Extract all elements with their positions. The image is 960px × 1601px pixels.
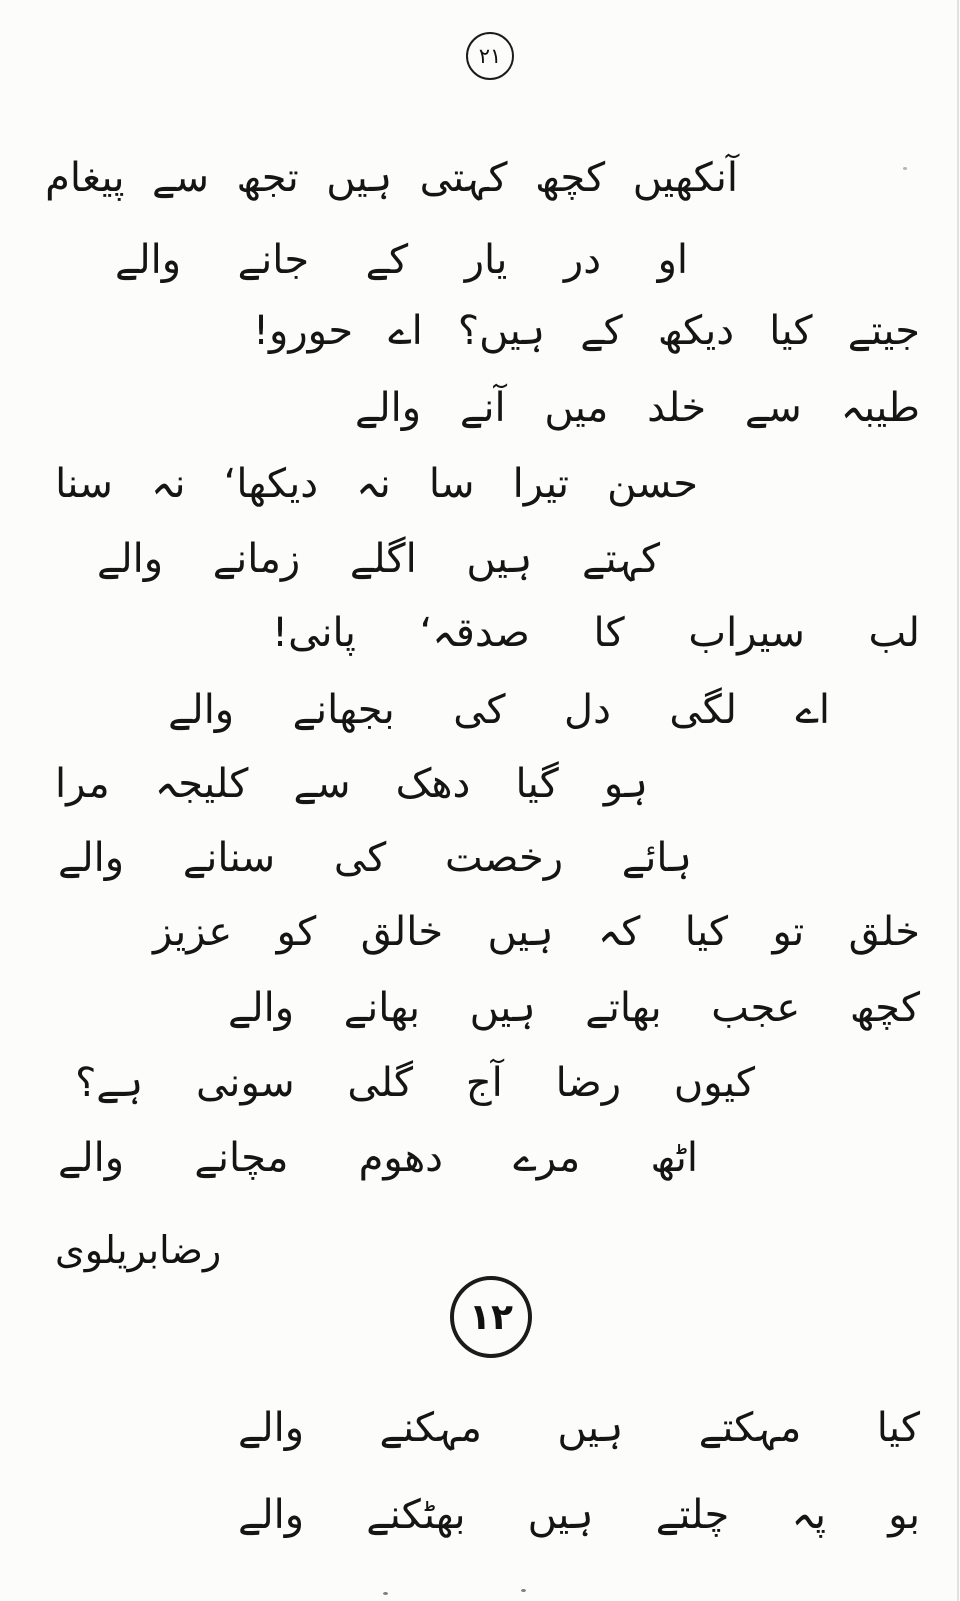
verse-word: ہیں <box>469 985 536 1031</box>
verse-word: مہکتے <box>698 1405 802 1451</box>
verse-word: او <box>657 237 688 283</box>
poem1-line-3 <box>253 303 920 359</box>
verse-word: والے <box>238 1492 305 1538</box>
verse-word: ہے؟ <box>75 1060 144 1106</box>
verse-word: ہائے <box>621 835 692 881</box>
poem1-line-9 <box>55 756 648 812</box>
verse-word: سا <box>428 461 475 507</box>
poem1-line-2 <box>115 232 688 288</box>
verse-word: کا <box>593 610 625 656</box>
verse-word: کے <box>365 237 409 283</box>
verse-word: نہ <box>356 461 391 507</box>
verse-word: صدقہ‘ <box>419 610 530 656</box>
verse-word: کو <box>276 909 317 955</box>
poem1-line-12 <box>228 980 920 1036</box>
poem1-line-1 <box>45 150 738 206</box>
verse-word: مچانے <box>194 1135 289 1181</box>
verse-word: دل <box>564 687 611 733</box>
verse-word: پانی! <box>272 610 356 656</box>
verse-word: ہیں <box>326 155 393 201</box>
verse-word: کی <box>333 835 387 881</box>
verse-word: عجب <box>711 985 801 1031</box>
verse-word: لگی <box>669 687 737 733</box>
verse-word: آنکھیں <box>632 155 738 201</box>
poem1-line-5 <box>55 456 698 512</box>
verse-word: آنے <box>459 385 506 431</box>
verse-word: سے <box>152 155 209 201</box>
verse-word: کیا <box>876 1405 920 1451</box>
verse-word: دھک <box>395 761 471 807</box>
verse-word: جیتے <box>847 308 920 354</box>
verse-word: والے <box>238 1405 305 1451</box>
verse-word: ہیں <box>487 909 554 955</box>
verse-word: لب <box>868 610 920 656</box>
verse-word: رضا <box>555 1060 622 1106</box>
verse-word: سے <box>744 385 802 431</box>
verse-word: سنا <box>55 461 113 507</box>
verse-word: سونی <box>195 1060 295 1106</box>
verse-word: مہکنے <box>379 1405 482 1451</box>
verse-word: تجھ <box>236 155 299 201</box>
poem1-line-13 <box>75 1055 755 1111</box>
poem2-line-2 <box>238 1487 920 1543</box>
verse-word: طیبہ <box>840 385 920 431</box>
verse-word: چلتے <box>655 1492 730 1538</box>
verse-word: عزیز <box>153 909 233 955</box>
verse-word: کچھ <box>849 985 920 1031</box>
verse-word: ہیں <box>557 1405 624 1451</box>
verse-word: سیراب <box>688 610 805 656</box>
page-number-circle: ۲۱ <box>466 32 514 80</box>
verse-word: پیغام <box>45 155 125 201</box>
verse-word: کیا <box>769 308 813 354</box>
verse-word: ہو <box>603 761 648 807</box>
verse-word: والے <box>97 536 164 582</box>
verse-word: اٹھ <box>650 1135 698 1181</box>
verse-word: مرے <box>513 1135 581 1181</box>
verse-word: دیکھا‘ <box>223 461 319 507</box>
verse-word: دیکھ <box>657 308 735 354</box>
verse-word: والے <box>115 237 182 283</box>
verse-word: آج <box>465 1060 503 1106</box>
verse-word: سے <box>293 761 351 807</box>
verse-word: نہ <box>150 461 186 507</box>
verse-word: یار <box>464 237 508 283</box>
verse-word: بھانے <box>343 985 421 1031</box>
verse-word: سنانے <box>182 835 276 881</box>
verse-word: والے <box>58 1135 125 1181</box>
poem1-line-11 <box>153 904 920 960</box>
verse-word: میں <box>544 385 609 431</box>
verse-word: زمانے <box>212 536 301 582</box>
verse-word: مرا <box>55 761 110 807</box>
verse-word: کہ <box>597 909 641 955</box>
poem2-line-1 <box>238 1400 920 1456</box>
verse-word: خلد <box>647 385 707 431</box>
scan-edge-shadow <box>957 0 959 1601</box>
verse-word: اگلے <box>349 536 417 582</box>
verse-word: رخصت <box>445 835 564 881</box>
verse-word: والے <box>168 687 235 733</box>
verse-word: کے <box>580 308 623 354</box>
verse-word: دھوم <box>358 1135 443 1181</box>
verse-word: حسن <box>607 461 698 507</box>
verse-word: بھاتے <box>585 985 662 1031</box>
verse-word: ہیں؟ <box>457 308 546 354</box>
verse-word: جانے <box>237 237 310 283</box>
poem1-line-8 <box>168 682 830 738</box>
scan-speck <box>383 1592 388 1595</box>
verse-word: کہتے <box>582 536 660 582</box>
poem1-line-6 <box>97 531 660 587</box>
scan-speck <box>521 1589 526 1592</box>
poem-number-circle: ۱۲ <box>450 1276 532 1358</box>
verse-word: ہیں <box>466 536 533 582</box>
verse-word: کیوں <box>673 1060 755 1106</box>
verse-word: اے <box>795 687 830 733</box>
scan-speck <box>903 167 907 170</box>
verse-word: خلق <box>848 909 920 955</box>
verse-word: گلی <box>347 1060 414 1106</box>
verse-word: حورو! <box>253 308 354 354</box>
verse-word: کیا <box>684 909 729 955</box>
verse-word: در <box>563 237 602 283</box>
verse-word: خالق <box>360 909 444 955</box>
verse-word: بو <box>888 1492 920 1538</box>
verse-word: کی <box>453 687 506 733</box>
verse-word: تیرا <box>512 461 570 507</box>
verse-word: ہیں <box>527 1492 594 1538</box>
verse-word: والے <box>58 835 125 881</box>
verse-word: بجھانے <box>292 687 395 733</box>
poem1-line-7 <box>272 605 920 661</box>
verse-word: والے <box>355 385 422 431</box>
verse-word: تو <box>772 909 805 955</box>
poem1-line-4 <box>355 380 920 436</box>
verse-word: پہ <box>791 1492 827 1538</box>
verse-word: بھٹکنے <box>366 1492 466 1538</box>
poem1-line-14 <box>58 1130 698 1186</box>
verse-word: گیا <box>515 761 559 807</box>
verse-word: کہتی <box>419 155 508 201</box>
verse-word: والے <box>228 985 295 1031</box>
poet-attribution: رضابریلوی <box>55 1228 222 1272</box>
verse-word: اے <box>388 308 423 354</box>
poem1-line-10 <box>58 830 692 886</box>
verse-word: کلیجہ <box>154 761 249 807</box>
verse-word: کچھ <box>535 155 606 201</box>
